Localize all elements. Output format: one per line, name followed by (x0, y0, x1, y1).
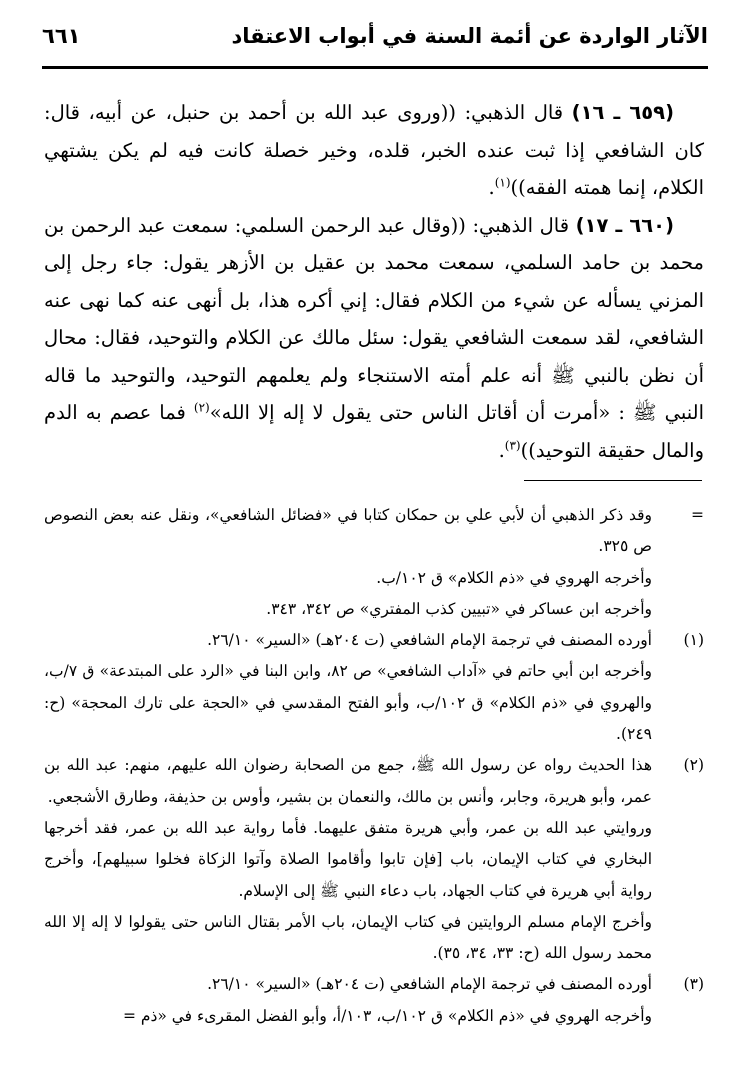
athar-text: قال الذهبي: ((وقال عبد الرحمن السلمي: سمعت عبد الرحمن بن محمد بن حامد السلمي، سمعت محمد بن عقيل بن الأزهر يقول: جاء رجل إلى المزني يسأله عن شيء من الكلام فقال: إني أكره هذا، بل أنهى عنه كما نهى عنه الشافعي، لقد سمعت الشافعي يقول: سئل مالك عن الكلام والتوحيد، فقال: محال أن نظن بالنبي ﷺ أنه علم أمته الاستنجاء ولم يعلمهم التوحيد، والتوحيد ما قاله النبي ﷺ : «أمرت أن أقاتل الناس حتى يقول لا إله إلا الله» (44, 213, 704, 424)
footnote-line: وقد ذكر الذهبي أن لأبي علي بن حمكان كتابا في «فضائل الشافعي»، ونقل عنه بعض النصوص ص ٣٢٥. (44, 506, 652, 556)
athar-end: . (498, 438, 505, 462)
footnote-line: وأخرجه الهروي في «ذم الكلام» ق ١٠٢/ب، ١٠٣/أ، وأبو الفضل المقرىء في «ذم = (122, 1006, 652, 1025)
footnote-line: وأخرجه الهروي في «ذم الكلام» ق ١٠٢/ب. (376, 568, 652, 587)
athar-text-continued: فما عصم به الدم والمال حقيقة التوحيد)) (44, 401, 704, 462)
footnote-line: وأخرجه ابن أبي حاتم في «آداب الشافعي» ص ٨٢، وابن البنا في «الرد على المبتدعة» ق ٧/ب، والهروي في «ذم الكلام» ق ١٠٢/ب، وأبو الفتح المقدسي في «الحجة على تارك المحجة» (ح: ٢٤٩). (44, 662, 653, 744)
athar-end: . (488, 176, 495, 199)
footnote-line: وأخرجه ابن عساكر في «تبيين كذب المفتري» ص ٣٤٢، ٣٤٣. (266, 599, 652, 618)
footnote-mark: (٣) (683, 975, 704, 994)
athar-number: (٦٦٠ ـ ١٧) (575, 213, 674, 237)
footnote-line: وأخرج الإمام مسلم الروايتين في كتاب الإيمان، باب الأمر بقتال الناس حتى يقولوا لا إله إلا الله محمد رسول الله (ح: ٣٣، ٣٤، ٣٥). (44, 912, 652, 963)
header-title: الآثار الواردة عن أئمة السنة في أبواب الاعتقاد (231, 24, 708, 48)
footnote-mark: (١) (683, 631, 704, 650)
footnote-line: وروايتي عبد الله بن عمر، وأبي هريرة متفق عليهما. فأما رواية عبد الله بن عمر، فقد أخرجها البخاري في كتاب الإيمان، باب [فإن تابوا وأقاموا الصلاة وآتوا الزكاة فخلوا سبيلهم]، وأخرج رواية أبي هريرة في كتاب الجهاد، باب دعاء النبي ﷺ إلى الإسلام. (44, 818, 652, 900)
footnote-ref: (١) (494, 175, 511, 190)
athar-659 (44, 94, 704, 207)
footnotes (44, 500, 704, 1032)
footnote-line: أورده المصنف في ترجمة الإمام الشافعي (ت ٢٠٤هـ) «السير» ٢٦/١٠. (207, 631, 652, 650)
athar-text: قال الذهبي: ((وروى عبد الله بن أحمد بن حنبل، عن أبيه، قال: كان الشافعي إذا ثبت عنده الخبر، قلده، وخير خصلة كانت فيه لم يكن يشتهي الكلام، إنما همته الفقه)) (44, 101, 704, 199)
footnote-separator (524, 480, 702, 481)
footnote-ref: (٢) (193, 400, 210, 415)
athar-number: (٦٥٩ ـ ١٦) (571, 101, 674, 124)
footnote-3 (44, 969, 704, 1032)
footnote-continued (44, 500, 704, 625)
footnote-mark: = (691, 506, 704, 524)
page-number: ٦٦١ (42, 24, 81, 48)
main-text (44, 94, 704, 469)
running-header (42, 22, 708, 62)
footnote-mark: (٢) (683, 756, 704, 775)
athar-660 (44, 207, 704, 470)
header-rule (42, 66, 708, 69)
footnote-1 (44, 625, 704, 750)
footnote-ref: (٣) (504, 438, 521, 452)
footnote-2 (44, 750, 704, 969)
footnote-line: أورده المصنف في ترجمة الإمام الشافعي (ت ٢٠٤هـ) «السير» ٢٦/١٠. (207, 975, 652, 994)
footnote-line: هذا الحديث رواه عن رسول الله ﷺ، جمع من الصحابة رضوان الله عليهم، منهم: عبد الله بن عمر، وأبو هريرة، وجابر، وأنس بن مالك، والنعمان بن بشير، وأوس بن حذيفة، وطارق الأشجعي. (44, 756, 652, 806)
